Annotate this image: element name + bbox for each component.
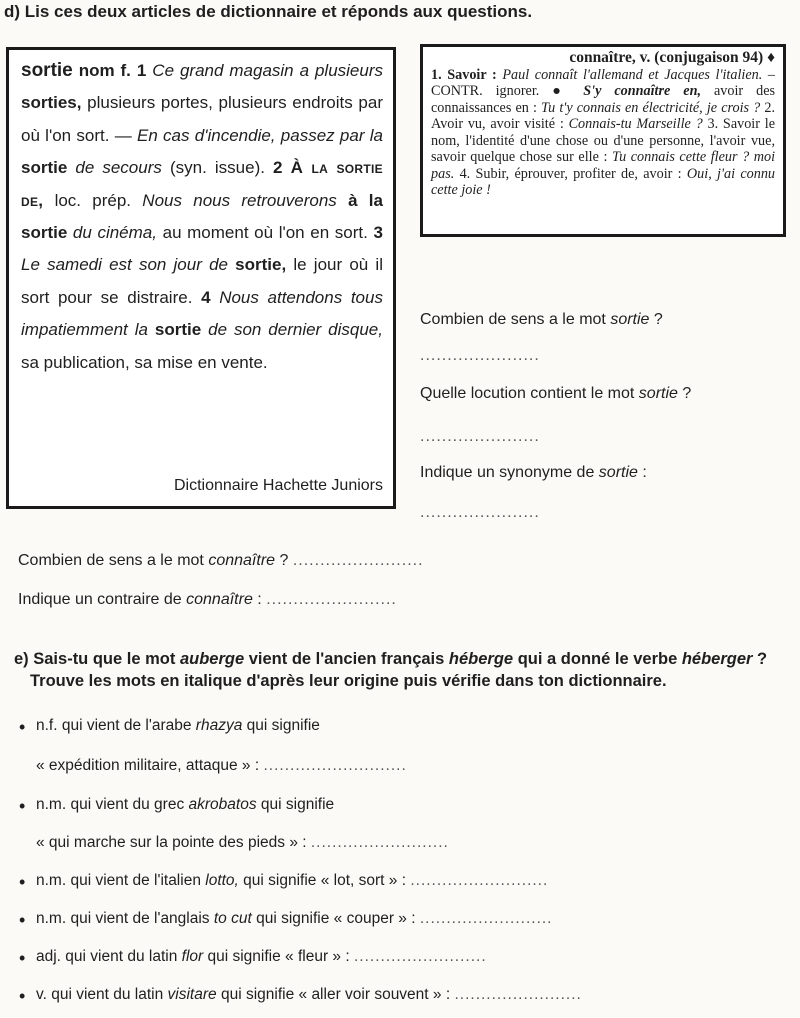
keyword: à la sortie bbox=[21, 190, 383, 243]
question-synonym-sortie bbox=[420, 464, 647, 482]
answer-line[interactable]: .......................... bbox=[410, 872, 549, 889]
item-text: « expédition militaire, attaque » : bbox=[36, 757, 260, 774]
definition: avoir des connaissances en : bbox=[431, 83, 776, 116]
list-item bbox=[36, 717, 320, 735]
question-word: sortie bbox=[610, 311, 650, 328]
item-text: n.m. qui vient de l'anglais bbox=[36, 910, 210, 927]
answer-line-synonym-sortie[interactable]: ...................... bbox=[420, 504, 540, 521]
question-mark: ? bbox=[677, 385, 692, 402]
sense-1: 1. Savoir : bbox=[431, 66, 497, 83]
sense-number: 4 bbox=[201, 287, 211, 307]
item-text: adj. qui vient du latin bbox=[36, 948, 178, 965]
item-text: n.m. qui vient du grec bbox=[36, 796, 185, 813]
item-text: qui signifie « aller voir souvent » : bbox=[220, 986, 451, 1003]
question-word: connaître bbox=[186, 591, 253, 608]
question-mark: ? bbox=[649, 311, 663, 328]
sense-3: 3. Savoir le nom, l'identité d'une chose ou d'une personne, l'avoir vue, savoir quelque chose sur elle : bbox=[431, 116, 776, 165]
title-text: vient de l'ancien français bbox=[248, 650, 445, 668]
item-text: « qui marche sur la pointe des pieds » : bbox=[36, 834, 307, 851]
title-text: qui a donné le verbe bbox=[517, 650, 678, 668]
example: Tu connais cette fleur ? moi pas. bbox=[431, 149, 776, 182]
definition: loc. prép. bbox=[54, 190, 132, 210]
list-item bbox=[36, 910, 553, 928]
sense-number: 1 bbox=[136, 61, 147, 80]
section-e-instruction: Trouve les mots en italique d'après leur origine puis vérifie dans ton dictionnaire. bbox=[30, 672, 667, 690]
question-word: sortie bbox=[638, 385, 678, 402]
answer-line[interactable]: ......................... bbox=[353, 948, 487, 965]
question-text: Indique un synonyme de bbox=[420, 464, 595, 481]
item-origin: visitare bbox=[167, 986, 217, 1003]
locution: À la sortie de, bbox=[21, 158, 383, 210]
item-origin: to cut bbox=[213, 910, 252, 927]
list-item bbox=[36, 796, 334, 814]
item-text: qui signifie bbox=[260, 796, 335, 813]
list-item bbox=[36, 986, 582, 1004]
entry-head: connaître, v. (conjugaison 94) ♦ bbox=[569, 49, 775, 66]
headword: sortie bbox=[21, 60, 73, 81]
list-item bbox=[36, 872, 548, 890]
answer-line[interactable]: ........................... bbox=[263, 757, 407, 774]
question-locution-sortie bbox=[420, 385, 691, 403]
dictionary-entry-connaitre bbox=[420, 44, 786, 237]
example: Paul connaît l'allemand et Jacques l'italien. bbox=[502, 66, 763, 83]
item-text: qui signifie « couper » : bbox=[256, 910, 416, 927]
grammar: nom f. bbox=[78, 61, 131, 80]
keyword: sortie bbox=[154, 320, 202, 340]
item-text: qui signifie bbox=[246, 717, 320, 734]
example: de son dernier disque, bbox=[208, 320, 383, 340]
example: Le samedi est son jour de bbox=[21, 255, 228, 275]
list-item-continuation bbox=[36, 834, 449, 852]
item-origin: lotto, bbox=[205, 872, 239, 889]
question-contrary-connaitre bbox=[18, 591, 397, 609]
item-text: n.m. qui vient de l'italien bbox=[36, 872, 201, 889]
answer-line[interactable]: .......................... bbox=[310, 834, 449, 851]
example: du cinéma, bbox=[72, 223, 157, 243]
section-e-title bbox=[14, 648, 768, 692]
question-text: Combien de sens a le mot bbox=[420, 311, 606, 328]
sense-number: 2 bbox=[273, 158, 283, 178]
definition: au moment où l'on en sort. bbox=[162, 223, 368, 243]
definition: plusieurs portes, plusieurs endroits par où l'on sort. — bbox=[21, 93, 383, 145]
example: Connais-tu Marseille ? bbox=[568, 116, 703, 132]
question-senses-sortie bbox=[420, 311, 663, 329]
question-mark: : bbox=[252, 591, 262, 608]
item-origin: rhazya bbox=[195, 717, 243, 734]
question-mark: ? bbox=[275, 552, 289, 569]
sense-2: 2. Avoir vu, avoir visité : bbox=[431, 99, 775, 132]
item-text: v. qui vient du latin bbox=[36, 986, 164, 1003]
question-mark: : bbox=[637, 464, 647, 481]
sense-4: 4. Subir, éprouver, profiter de, avoir : bbox=[459, 165, 682, 182]
definition: le jour où il sort pour se distraire. bbox=[21, 255, 383, 307]
item-origin: akrobatos bbox=[188, 796, 257, 813]
dictionary-entry-sortie bbox=[6, 47, 396, 509]
example: Oui, j'ai connu cette joie ! bbox=[431, 165, 776, 198]
title-word: auberge bbox=[179, 650, 245, 668]
question-senses-connaitre bbox=[18, 552, 424, 570]
example: En cas d'incendie, passez par la bbox=[137, 125, 384, 145]
title-text: ? bbox=[752, 650, 768, 668]
answer-line[interactable]: ........................ bbox=[266, 591, 397, 608]
keyword: sortie bbox=[21, 158, 68, 178]
synonym: (syn. issue). bbox=[169, 158, 265, 178]
keyword: sorties, bbox=[21, 93, 82, 113]
question-word: connaître bbox=[208, 552, 276, 569]
example: Tu t'y connais en électricité, je crois ? bbox=[541, 99, 761, 116]
example: Nous attendons tous impatiemment la bbox=[21, 287, 383, 340]
definition: sa publication, sa mise en vente. bbox=[21, 352, 268, 372]
answer-line[interactable]: ........................ bbox=[292, 552, 424, 569]
question-word: sortie bbox=[598, 464, 638, 481]
title-text: e) Sais-tu que le mot bbox=[14, 650, 176, 668]
title-word: héberger bbox=[681, 650, 753, 668]
title-word: héberge bbox=[448, 650, 514, 668]
list-item-continuation bbox=[36, 757, 407, 775]
sense-number: 3 bbox=[373, 223, 383, 243]
keyword: sortie, bbox=[235, 255, 287, 275]
antonym: – CONTR. ignorer. ● bbox=[431, 66, 776, 99]
item-origin: flor bbox=[181, 948, 204, 965]
item-text: n.f. qui vient de l'arabe bbox=[36, 717, 192, 734]
example: Nous nous retrouverons bbox=[142, 190, 337, 210]
example: Ce grand magasin a plusieurs bbox=[152, 61, 384, 80]
item-text: qui signifie « fleur » : bbox=[207, 948, 350, 965]
list-item bbox=[36, 948, 487, 966]
answer-line-senses-sortie[interactable]: ...................... bbox=[420, 347, 540, 364]
item-text: qui signifie « lot, sort » : bbox=[243, 872, 407, 889]
question-text: Indique un contraire de bbox=[18, 591, 182, 608]
locution: S'y connaître en, bbox=[583, 83, 702, 99]
answer-line[interactable]: ........................ bbox=[454, 986, 582, 1003]
question-text: Combien de sens a le mot bbox=[18, 552, 204, 569]
dictionary-source: Dictionnaire Hachette Juniors bbox=[174, 476, 383, 494]
question-text: Quelle locution contient le mot bbox=[420, 385, 635, 402]
section-d-title: d) Lis ces deux articles de dictionnaire et réponds aux questions. bbox=[4, 2, 533, 21]
answer-line[interactable]: ......................... bbox=[419, 910, 553, 927]
answer-line-locution-sortie[interactable]: ...................... bbox=[420, 428, 540, 445]
example: de secours bbox=[75, 158, 162, 178]
